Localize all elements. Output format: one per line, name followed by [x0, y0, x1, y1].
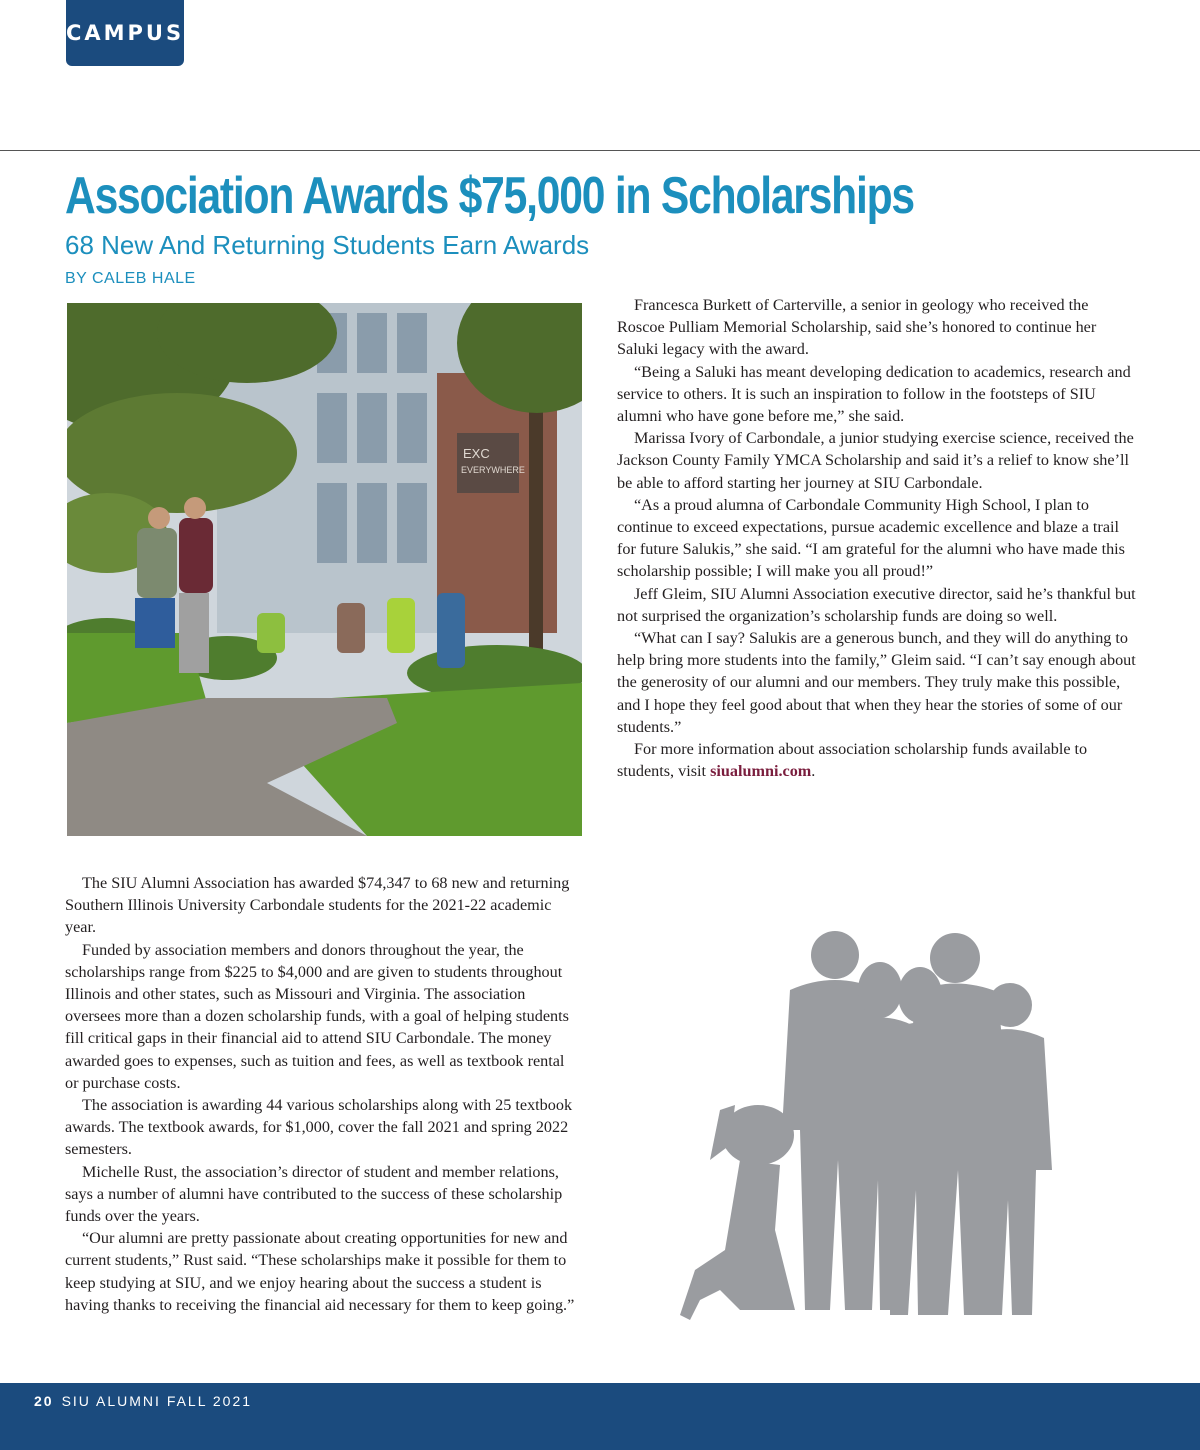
group-silhouette-illustration [680, 930, 1080, 1340]
siualumni-link[interactable]: siualumni.com [710, 762, 812, 781]
header-rule [0, 150, 1200, 151]
paragraph: Funded by association members and donors throughout the year, the scholarships range from $225 to $4,000 and are given to students throughout Illinois and other states, such as Missouri and Virginia. The association oversees more than a dozen scholarship funds, with a goal of helping students fill critical gaps in their financial aid to attend SIU Carbondale. The money awarded goes to expenses, such as tuition and fees, as well as textbook rental or purchase costs. [65, 940, 569, 1092]
right-column [617, 294, 1137, 782]
section-tab: CAMPUS [66, 0, 184, 66]
paragraph: The association is awarding 44 various scholarships along with 25 textbook awards. The textbook awards, for $1,000, cover the fall 2021 and spring 2022 semesters. [65, 1096, 573, 1159]
paragraph: The SIU Alumni Association has awarded $74,347 to 68 new and returning Southern Illinois University Carbondale students for the 2021-22 academic year. [65, 874, 570, 937]
paragraph: “Our alumni are pretty passionate about creating opportunities for new and current students,” Rust said. “These scholarships make it possible for them to keep studying at SIU, and we enjoy hearing about the success a student is having thanks to receiving the financial aid necessary for them to keep going.” [65, 1229, 575, 1314]
paragraph: Michelle Rust, the association’s director of student and member relations, says a number of alumni have contributed to the success of these scholarship funds over the years. [65, 1162, 563, 1226]
paragraph: For more information about association scholarship funds available to students, visit siualumni.com. [617, 740, 1088, 781]
paragraph: Marissa Ivory of Carbondale, a junior studying exercise science, received the Jackson County Family YMCA Scholarship and said it’s a relief to know she’ll be able to afford starting her journey at SIU Carbondale. [617, 429, 1134, 492]
article-byline: BY CALEB HALE [65, 270, 196, 287]
publication-name: SIU ALUMNI FALL 2021 [61, 1393, 253, 1409]
page-folio [34, 1393, 252, 1409]
photo-sign-text: EVERYWHERE [461, 465, 525, 475]
paragraph: Jeff Gleim, SIU Alumni Association executive director, said he’s thankful but not surprised the organization’s scholarship funds are doing so well. [617, 584, 1136, 625]
paragraph: “Being a Saluki has meant developing dedication to academics, research and service to others. It is such an inspiration to follow in the footsteps of SIU alumni who have gone before me,” she said. [617, 362, 1131, 426]
left-column [65, 872, 580, 1316]
paragraph: “As a proud alumna of Carbondale Community High School, I plan to continue to exceed expectations, pursue academic excellence and blaze a trail for future Salukis,” she said. “I am grateful for the alumni who have made this scholarship possible; I will make you all proud!” [617, 495, 1125, 581]
paragraph: “What can I say? Salukis are a generous bunch, and they will do anything to help bring more students into the family,” Gleim said. “I can’t say enough about the generosity of our alumni and our members. They truly make this possible, and I hope they feel good about that when they hear the stories of some of our students.” [617, 629, 1136, 736]
article-headline: Association Awards $75,000 in Scholarships [65, 167, 914, 225]
campus-photo [67, 303, 582, 836]
paragraph: Francesca Burkett of Carterville, a senior in geology who received the Roscoe Pulliam Memorial Scholarship, said she’s honored to continue her Saluki legacy with the award. [617, 296, 1097, 359]
photo-sign-text: EXC [463, 446, 490, 461]
page-number: 20 [34, 1393, 54, 1409]
article-subhead: 68 New And Returning Students Earn Awards [65, 230, 590, 260]
